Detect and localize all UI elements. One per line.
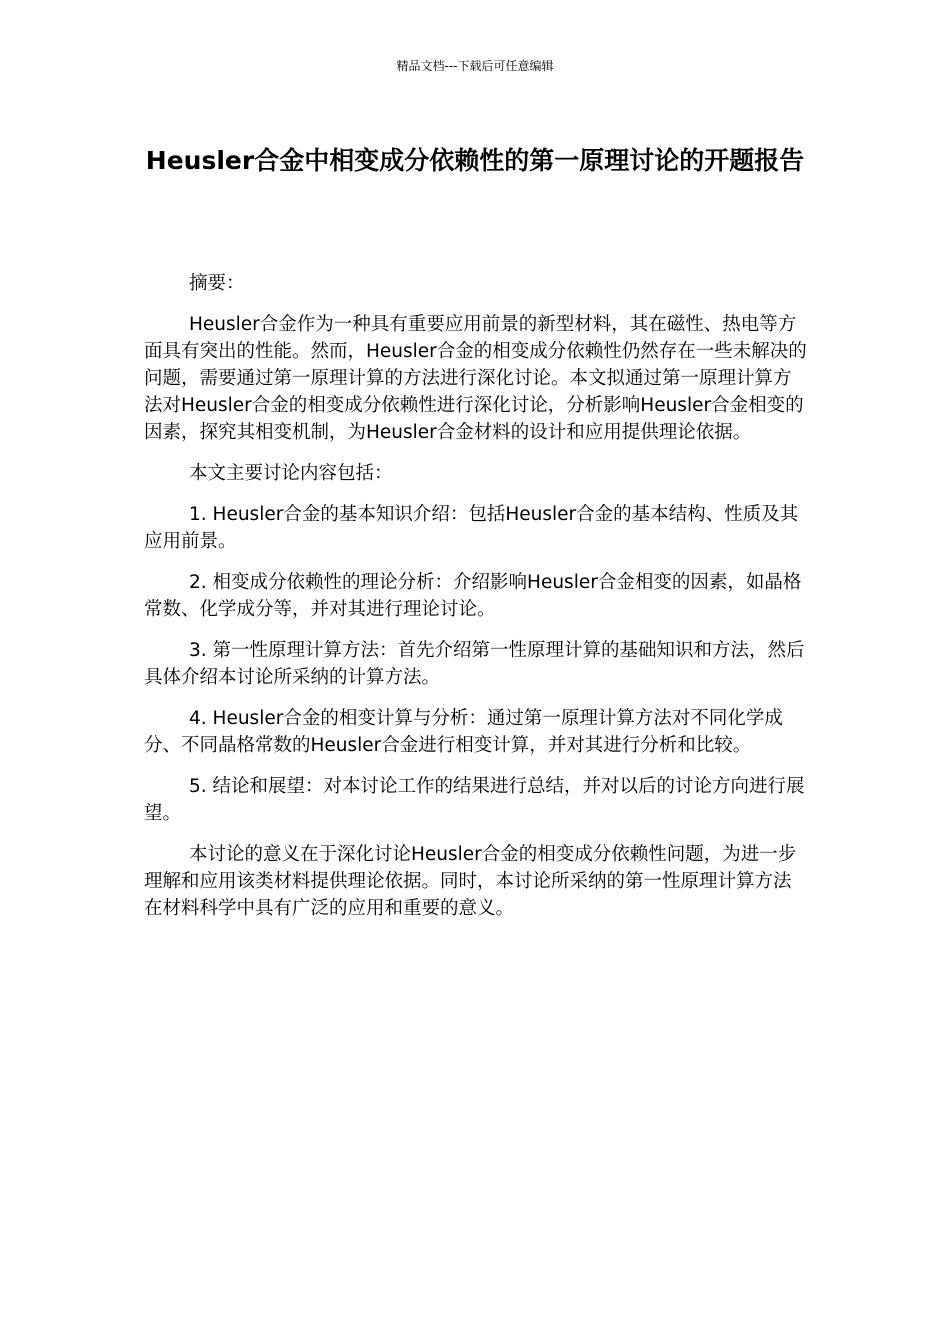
list-item-3: 3. 第一性原理计算方法：首先介绍第一性原理计算的基础知识和方法，然后具体介绍本讨论所采纳的计算方法。 <box>144 640 805 688</box>
list-item-2: 2. 相变成分依赖性的理论分析：介绍影响Heusler合金相变的因素，如晶格常数、化学成分等，并对其进行理论讨论。 <box>144 572 802 620</box>
paragraph-intro: Heusler合金作为一种具有重要应用前景的新型材料，其在磁性、热电等方面具有突出的性能。然而，Heusler合金的相变成分依赖性仍然存在一些未解决的问题，需要通过第一原理计算的方法进行深化讨论。本文拟通过第一原理计算方法对Heusler合金的相变成分依赖性进行深化讨论，分析影响Heusler合金相变的因素，探究其相变机制，为Heusler合金材料的设计和应用提供理论依据。 <box>144 314 807 443</box>
header-note: 精品文档---下载后可任意编辑 <box>396 59 554 73</box>
list-item-4: 4. Heusler合金的相变计算与分析：通过第一原理计算方法对不同化学成分、不同晶格常数的Heusler合金进行相变计算，并对其进行分析和比较。 <box>144 708 783 756</box>
document-body <box>144 270 808 936</box>
list-item-1: 1. Heusler合金的基本知识介绍：包括Heusler合金的基本结构、性质及其应用前景。 <box>144 504 799 552</box>
paragraph-significance: 本讨论的意义在于深化讨论Heusler合金的相变成分依赖性问题，为进一步理解和应用该类材料提供理论依据。同时，本讨论所采纳的第一性原理计算方法在材料科学中具有广泛的应用和重要的意义。 <box>144 844 797 919</box>
list-item-5: 5. 结论和展望：对本讨论工作的结果进行总结，并对以后的讨论方向进行展望。 <box>144 776 805 824</box>
abstract-label: 摘要： <box>189 273 245 294</box>
document-title: Heusler合金中相变成分依赖性的第一原理讨论的开题报告 <box>145 146 805 175</box>
paragraph-contents-lead: 本文主要讨论内容包括： <box>189 463 393 484</box>
